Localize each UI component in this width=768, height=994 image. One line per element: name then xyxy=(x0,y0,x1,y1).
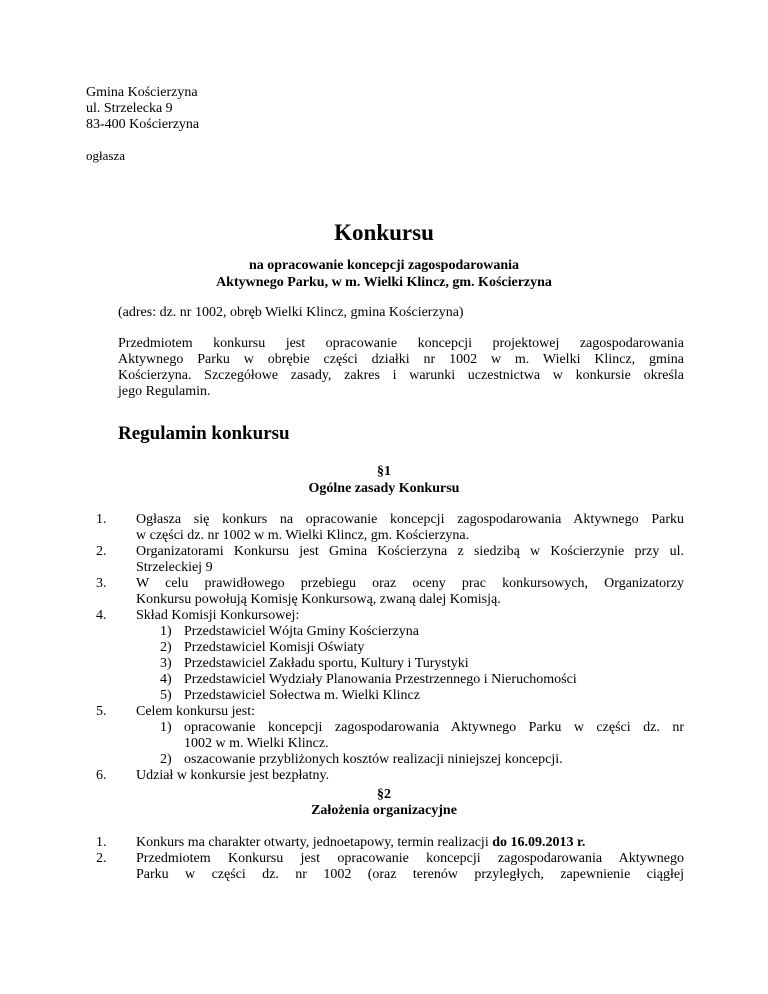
list-number: 4. xyxy=(96,608,107,623)
list-number: 1. xyxy=(96,512,107,527)
section-title: Ogólne zasady Konkursu xyxy=(308,481,460,496)
deadline-date: do 16.09.2013 r. xyxy=(492,835,586,850)
sublist-number: 5) xyxy=(160,688,172,703)
list-item: Parku w części dz. nr 1002 (oraz terenów przyległych, zapewnienie ciągłej xyxy=(136,867,684,882)
sublist-number: 3) xyxy=(160,656,172,671)
org-city: 83-400 Kościerzyna xyxy=(86,117,200,132)
sublist-item: Przedstawiciel Sołectwa m. Wielki Klincz xyxy=(184,688,420,703)
intro-line: Aktywnego Parku w obrębie części działki nr 1002 w m. Wielki Klincz, gmina xyxy=(118,352,684,367)
sublist-item: Przedstawiciel Zakładu sportu, Kultury i Turystyki xyxy=(184,656,469,671)
org-name: Gmina Kościerzyna xyxy=(86,85,198,100)
intro-line: Przedmiotem konkursu jest opracowanie koncepcji projektowej zagospodarowania xyxy=(118,336,684,351)
sublist-item: oszacowanie przybliżonych kosztów realizacji niniejszej koncepcji. xyxy=(184,752,563,767)
list-item: w części dz. nr 1002 w m. Wielki Klincz, gm. Kościerzyna. xyxy=(136,528,470,543)
list-number: 2. xyxy=(96,851,107,866)
list-item: Strzeleckiej 9 xyxy=(136,560,213,575)
subtitle-line1: na opracowanie koncepcji zagospodarowania xyxy=(248,258,520,273)
rules-heading: Regulamin konkursu xyxy=(118,423,290,444)
list-item xyxy=(136,835,585,851)
section-number: §1 xyxy=(377,464,391,479)
list-item-text: Konkurs ma charakter otwarty, jednoetapowy, termin realizacji xyxy=(136,835,493,850)
sublist-item: opracowanie koncepcji zagospodarowania Aktywnego Parku w części dz. nr xyxy=(184,720,684,735)
sublist-number: 1) xyxy=(160,720,172,735)
sublist-number: 1) xyxy=(160,624,172,639)
announces-text: ogłasza xyxy=(86,148,125,163)
list-number: 2. xyxy=(96,544,107,559)
sublist-item: Przedstawiciel Komisji Oświaty xyxy=(184,640,365,655)
list-item: Przedmiotem Konkursu jest opracowanie koncepcji zagospodarowania Aktywnego xyxy=(136,851,684,866)
sublist-number: 4) xyxy=(160,672,172,687)
list-item: Udział w konkursie jest bezpłatny. xyxy=(136,768,330,783)
list-item: Konkursu powołują Komisję Konkursową, zwaną dalej Komisją. xyxy=(136,592,501,607)
list-number: 5. xyxy=(96,704,107,719)
list-item: W celu prawidłowego przebiegu oraz oceny prac konkursowych, Organizatorzy xyxy=(136,576,684,591)
list-number: 6. xyxy=(96,768,107,783)
sublist-item: Przedstawiciel Wydziały Planowania Przestrzennego i Nieruchomości xyxy=(184,672,577,687)
address-text: (adres: dz. nr 1002, obręb Wielki Klincz, gmina Kościerzyna) xyxy=(118,305,464,320)
sublist-number: 2) xyxy=(160,752,172,767)
intro-line: Kościerzyna. Szczegółowe zasady, zakres i warunki uczestnictwa w konkursie określa xyxy=(118,368,684,383)
section-number: §2 xyxy=(377,787,391,802)
page-title: Konkursu xyxy=(334,220,434,245)
list-item: Celem konkursu jest: xyxy=(136,704,255,719)
list-number: 3. xyxy=(96,576,107,591)
org-street: ul. Strzelecka 9 xyxy=(86,101,173,116)
intro-line: jego Regulamin. xyxy=(118,384,211,399)
list-number: 1. xyxy=(96,835,107,850)
list-item: Organizatorami Konkursu jest Gmina Kościerzyna z siedzibą w Kościerzynie przy ul. xyxy=(136,544,684,559)
sublist-number: 2) xyxy=(160,640,172,655)
sublist-item: 1002 w m. Wielki Klincz. xyxy=(184,736,329,751)
sublist-item: Przedstawiciel Wójta Gminy Kościerzyna xyxy=(184,624,419,639)
subtitle-line2: Aktywnego Parku, w m. Wielki Klincz, gm. Kościerzyna xyxy=(216,275,552,290)
section-title: Założenia organizacyjne xyxy=(311,803,457,818)
list-item: Ogłasza się konkurs na opracowanie koncepcji zagospodarowania Aktywnego Parku xyxy=(136,512,684,527)
list-item: Skład Komisji Konkursowej: xyxy=(136,608,300,623)
